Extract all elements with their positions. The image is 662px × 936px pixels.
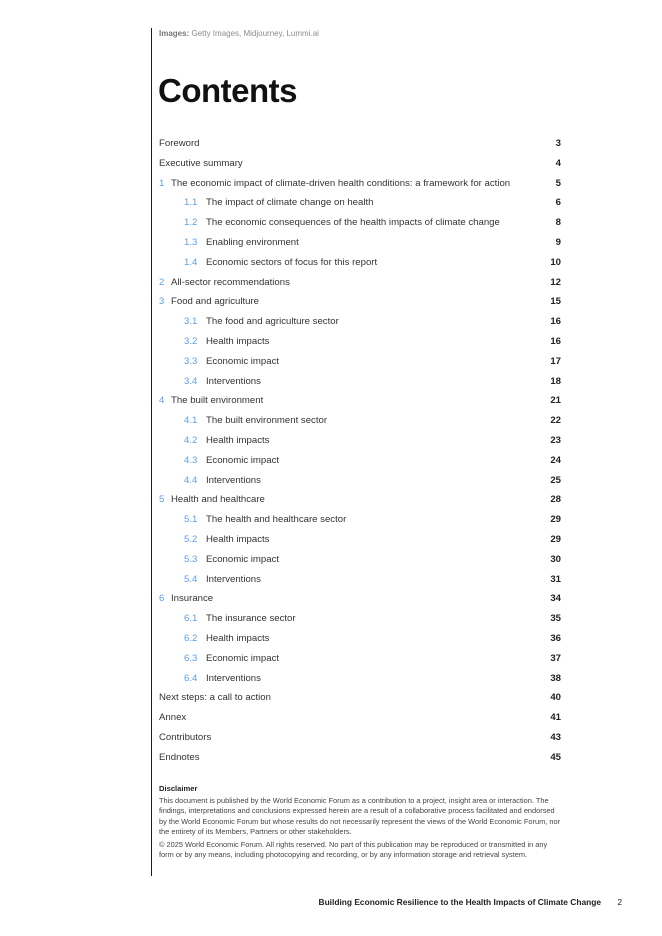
page-footer [319, 897, 622, 907]
toc-entry-page: 45 [550, 751, 561, 763]
toc-entry-number: 1.2 [184, 217, 198, 229]
toc-entry-page: 15 [550, 296, 561, 308]
toc-entry-page: 25 [550, 474, 561, 486]
toc-entry-label: Health impacts [206, 434, 270, 446]
toc-entry-label: Executive summary [159, 157, 243, 169]
toc-entry-number: 3.2 [184, 335, 198, 347]
toc-entry-label: Health impacts [206, 533, 270, 545]
toc-entry[interactable] [159, 609, 563, 629]
disclaimer-paragraph: This document is published by the World Economic Forum as a contribution to a project, insight area or interaction. The findings, interpretations and conclusions expressed herein are a result of a collaborative process facilitated and endorsed by the World Economic Forum but whose results do not necessarily represent the views of the World Economic Forum, nor the entirety of its Members, Partners or other stakeholders. [159, 796, 561, 836]
toc-entry[interactable] [159, 312, 563, 332]
toc-entry[interactable] [159, 728, 563, 748]
toc-entry-label: Endnotes [159, 751, 200, 763]
image-credits-text: Getty Images, Midjourney, Lummi.ai [191, 29, 319, 38]
toc-entry-number: 6.2 [184, 632, 198, 644]
toc-entry-page: 4 [555, 157, 561, 169]
toc-entry-page: 17 [550, 355, 561, 367]
toc-entry[interactable] [159, 134, 563, 154]
toc-entry-number: 1.1 [184, 197, 198, 209]
toc-entry-page: 16 [550, 335, 561, 347]
toc-entry[interactable] [159, 570, 563, 590]
toc-entry-number: 4.2 [184, 434, 198, 446]
toc-entry-page: 30 [550, 553, 561, 565]
toc-entry-page: 8 [555, 217, 561, 229]
toc-entry-number: 5.4 [184, 573, 198, 585]
toc-entry-label: The food and agriculture sector [206, 316, 339, 328]
toc-entry-label: Health impacts [206, 632, 270, 644]
toc-entry-page: 22 [550, 415, 561, 427]
disclaimer [159, 784, 561, 863]
disclaimer-heading: Disclaimer [159, 784, 198, 793]
toc-entry[interactable] [159, 253, 563, 273]
toc-entry-number: 6.4 [184, 672, 198, 684]
toc-entry[interactable] [159, 352, 563, 372]
toc-entry-label: The health and healthcare sector [206, 514, 347, 526]
toc-entry[interactable] [159, 748, 563, 768]
toc-entry-label: The built environment sector [206, 415, 328, 427]
toc-entry-label: Enabling environment [206, 236, 299, 248]
toc-entry-label: Interventions [206, 375, 261, 387]
toc-entry[interactable] [159, 213, 563, 233]
toc-entry[interactable] [159, 688, 563, 708]
toc-entry-page: 35 [550, 613, 561, 625]
toc-entry[interactable] [159, 669, 563, 689]
toc-entry[interactable] [159, 273, 563, 293]
toc-entry[interactable] [159, 233, 563, 253]
toc-entry-label: The economic impact of climate-driven health conditions: a framework for action [171, 177, 511, 189]
toc-entry-page: 16 [550, 316, 561, 328]
toc-entry[interactable] [159, 411, 563, 431]
toc-entry[interactable] [159, 510, 563, 530]
toc-entry[interactable] [159, 292, 563, 312]
footer-page-number: 2 [617, 897, 622, 907]
toc-entry-number: 4.3 [184, 454, 198, 466]
toc-entry-number: 4 [159, 395, 165, 407]
toc-entry-number: 6.1 [184, 613, 198, 625]
toc-entry-label: The built environment [171, 395, 264, 407]
toc-entry-label: Food and agriculture [171, 296, 259, 308]
toc-entry-label: Interventions [206, 474, 261, 486]
toc-entry-page: 21 [550, 395, 561, 407]
toc-entry-page: 43 [550, 731, 561, 743]
copyright-paragraph: © 2025 World Economic Forum. All rights reserved. No part of this publication may be reproduced or transmitted in any form or by any means, including photocopying and recording, or by any information storage and retrieval system. [159, 840, 548, 860]
toc-entry[interactable] [159, 451, 563, 471]
toc-entry-label: Economic sectors of focus for this report [206, 256, 378, 268]
toc-entry-page: 28 [550, 494, 561, 506]
toc-entry-label: Foreword [159, 138, 200, 149]
toc-entry-number: 3.4 [184, 375, 198, 387]
table-of-contents [159, 134, 563, 768]
toc-entry-page: 29 [550, 533, 561, 545]
image-credits-label: Images: [159, 29, 190, 38]
toc-entry-number: 3.1 [184, 316, 198, 328]
toc-entry-label: All-sector recommendations [171, 276, 290, 288]
toc-entry-label: Contributors [159, 731, 212, 743]
toc-entry-page: 38 [550, 672, 561, 684]
toc-entry[interactable] [159, 431, 563, 451]
image-credits [159, 29, 319, 38]
toc-entry-page: 29 [550, 514, 561, 526]
toc-entry-number: 5 [159, 494, 165, 506]
toc-entry-label: Economic impact [206, 355, 280, 367]
toc-entry[interactable] [159, 193, 563, 213]
toc-entry-number: 5.3 [184, 553, 198, 565]
toc-entry-label: Next steps: a call to action [159, 692, 271, 704]
toc-entry-page: 31 [550, 573, 561, 585]
toc-entry-label: Interventions [206, 573, 261, 585]
toc-entry[interactable] [159, 471, 563, 491]
toc-entry-page: 36 [550, 632, 561, 644]
toc-entry-number: 4.1 [184, 415, 198, 427]
toc-entry-page: 10 [550, 256, 561, 268]
page-title: Contents [158, 72, 297, 109]
toc-entry-page: 37 [550, 652, 561, 664]
toc-entry-label: The insurance sector [206, 613, 296, 625]
toc-entry-number: 6 [159, 593, 165, 605]
toc-entry-page: 23 [550, 434, 561, 446]
toc-entry-page: 41 [550, 712, 561, 724]
toc-entry-label: Health impacts [206, 335, 270, 347]
toc-entry-number: 3 [159, 296, 165, 308]
toc-entry-number: 5.2 [184, 533, 198, 545]
toc-entry-number: 3.3 [184, 355, 198, 367]
toc-entry-page: 5 [555, 177, 561, 189]
footer-document-title: Building Economic Resilience to the Health Impacts of Climate Change [318, 897, 601, 907]
toc-entry-page: 34 [550, 593, 561, 605]
toc-entry[interactable] [159, 649, 563, 669]
toc-entry[interactable] [159, 589, 563, 609]
toc-entry-page: 3 [555, 138, 561, 149]
toc-entry-label: Economic impact [206, 553, 280, 565]
toc-entry[interactable] [159, 154, 563, 174]
toc-entry-label: Insurance [171, 593, 214, 605]
toc-entry-number: 4.4 [184, 474, 198, 486]
toc-entry-label: Interventions [206, 672, 261, 684]
toc-entry-number: 2 [159, 276, 165, 288]
toc-entry-page: 24 [550, 454, 561, 466]
toc-entry-number: 5.1 [184, 514, 198, 526]
toc-entry-number: 1 [159, 177, 165, 189]
toc-entry-label: The impact of climate change on health [206, 197, 374, 209]
toc-entry-label: Health and healthcare [171, 494, 265, 506]
left-margin-rule [151, 28, 152, 876]
toc-entry-page: 9 [555, 236, 561, 248]
toc-entry-number: 6.3 [184, 652, 198, 664]
toc-entry[interactable] [159, 332, 563, 352]
toc-entry-page: 12 [550, 276, 561, 288]
toc-entry-label: Annex [159, 712, 187, 724]
toc-entry[interactable] [159, 550, 563, 570]
toc-entry-page: 40 [550, 692, 561, 704]
toc-entry-label: Economic impact [206, 652, 280, 664]
toc-entry-label: The economic consequences of the health impacts of climate change [206, 217, 500, 229]
toc-entry-number: 1.3 [184, 236, 198, 248]
toc-entry-page: 6 [555, 197, 561, 209]
toc-entry-label: Economic impact [206, 454, 280, 466]
toc-entry[interactable] [159, 372, 563, 392]
toc-entry[interactable] [159, 174, 563, 194]
toc-entry-page: 18 [550, 375, 561, 387]
toc-entry[interactable] [159, 490, 563, 510]
toc-entry[interactable] [159, 708, 563, 728]
toc-entry[interactable] [159, 391, 563, 411]
toc-entry[interactable] [159, 530, 563, 550]
toc-entry-number: 1.4 [184, 256, 198, 268]
toc-entry[interactable] [159, 629, 563, 649]
